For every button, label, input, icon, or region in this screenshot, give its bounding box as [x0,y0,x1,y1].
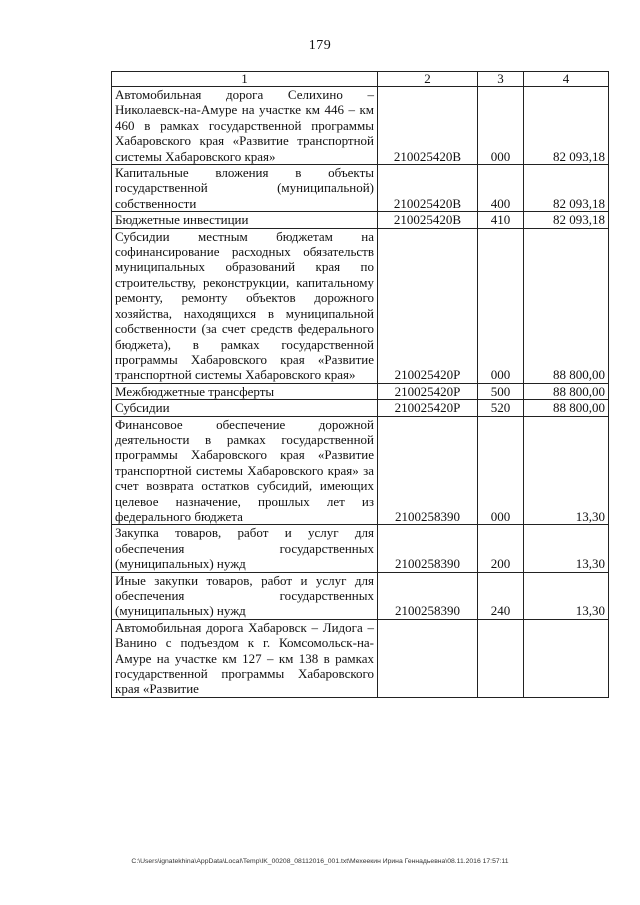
row-code: 2100258390 [378,416,478,525]
table-row [112,416,609,525]
row-code: 210025420Р [378,228,478,383]
row-code: 2100258390 [378,572,478,619]
table-row [112,400,609,416]
row-code: 210025420Р [378,400,478,416]
row-amount: 13,30 [524,525,609,572]
row-type: 000 [478,87,524,165]
row-amount: 88 800,00 [524,383,609,399]
table-header [112,72,609,87]
table-row [112,383,609,399]
row-amount: 88 800,00 [524,400,609,416]
row-type: 500 [478,383,524,399]
table-row [112,619,609,697]
row-type: 410 [478,212,524,228]
table-row [112,165,609,212]
row-type: 200 [478,525,524,572]
row-code: 210025420В [378,165,478,212]
header-col-2: 2 [378,72,478,87]
row-name: Субсидии [112,400,378,416]
row-name: Капитальные вложения в объекты государственной (муниципальной) собственности [112,165,378,212]
row-code: 2100258390 [378,525,478,572]
row-name: Межбюджетные трансферты [112,383,378,399]
row-name: Автомобильная дорога Селихино – Николаевск-на-Амуре на участке км 446 – км 460 в рамках государственной программы Хабаровского края «Развитие транспортной системы Хабаровского края» [112,87,378,165]
table-row [112,212,609,228]
row-amount [524,619,609,697]
header-col-1: 1 [112,72,378,87]
row-amount: 13,30 [524,416,609,525]
row-amount: 82 093,18 [524,165,609,212]
budget-table [111,71,609,698]
row-name: Субсидии местным бюджетам на софинансирование расходных обязательств муниципальных образований края по строительству, реконструкции, капитальному ремонту, ремонту объектов дорожного хозяйства, находящихся в муниципальной собственности (за счет средств федерального бюджета), в рамках государственной программы Хабаровского края «Развитие транспортной системы Хабаровского края» [112,228,378,383]
table-body [112,87,609,698]
row-code: 210025420В [378,87,478,165]
row-code: 210025420В [378,212,478,228]
table-row [112,87,609,165]
row-type: 000 [478,228,524,383]
row-type: 000 [478,416,524,525]
row-name: Иные закупки товаров, работ и услуг для обеспечения государственных (муниципальных) нужд [112,572,378,619]
table-row [112,572,609,619]
header-col-3: 3 [478,72,524,87]
row-code [378,619,478,697]
row-type: 400 [478,165,524,212]
table-row [112,525,609,572]
row-type [478,619,524,697]
row-code: 210025420Р [378,383,478,399]
row-type: 520 [478,400,524,416]
header-col-4: 4 [524,72,609,87]
row-type: 240 [478,572,524,619]
row-name: Бюджетные инвестиции [112,212,378,228]
page-number: 179 [308,38,332,53]
footer-file-path: C:\Users\ignatekhina\AppData\Local\Temp\IK_00208_08112016_001.txt\Мехеекин Ирина Геннадьевна\08.11.2016 17:57:11 [131,858,509,865]
row-name: Закупка товаров, работ и услуг для обеспечения государственных (муниципальных) нужд [112,525,378,572]
row-amount: 88 800,00 [524,228,609,383]
row-amount: 82 093,18 [524,87,609,165]
table-row [112,228,609,383]
row-name: Финансовое обеспечение дорожной деятельности в рамках государственной программы Хабаровского края «Развитие транспортной системы Хабаровского края» за счет возврата остатков субсидий, имеющих целевое назначение, прошлых лет из федерального бюджета [112,416,378,525]
row-name: Автомобильная дорога Хабаровск – Лидога – Ванино с подъездом к г. Комсомольск-на-Амуре на участке км 127 – км 138 в рамках государственной программы Хабаровского края «Развитие [112,619,378,697]
row-amount: 13,30 [524,572,609,619]
header-row [112,72,609,87]
row-amount: 82 093,18 [524,212,609,228]
